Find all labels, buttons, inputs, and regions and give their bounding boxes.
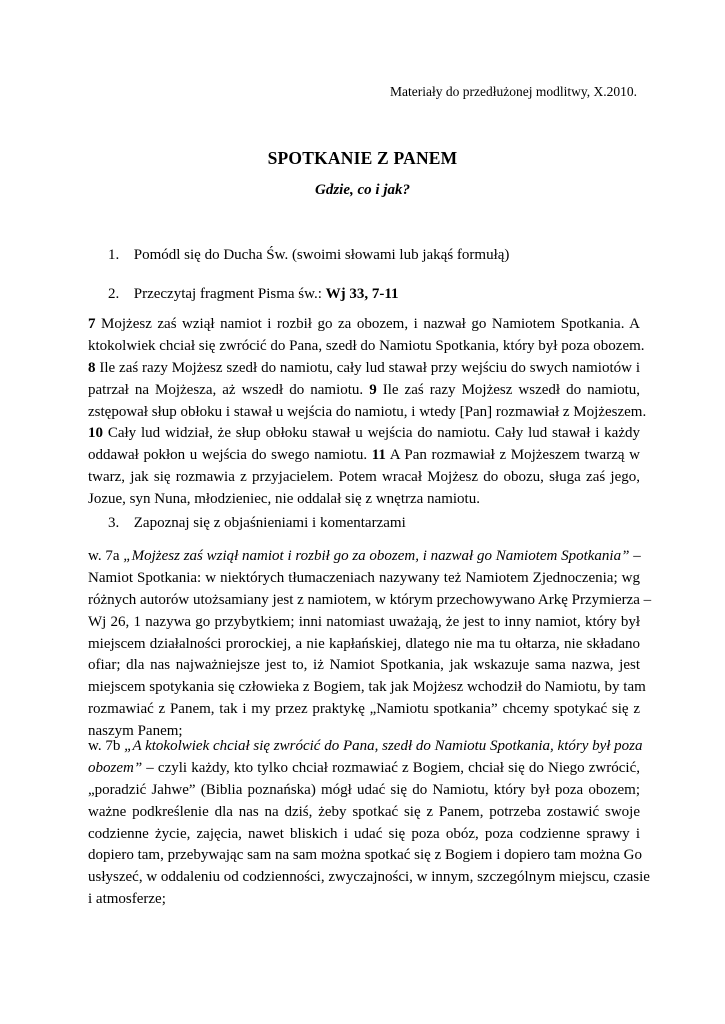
- verse-quote: „A ktokolwiek chciał się zwrócić do Pana, szedł do Namiotu Spotkania, który był poza: [124, 738, 643, 754]
- page-title: SPOTKANIE Z PANEM: [267, 148, 458, 168]
- verse-number: 10: [88, 425, 103, 442]
- passage-line: 8 Ile zaś razy Mojżesz szedł do namiotu, cały lud stawał przy wejściu do swych namiotów i: [88, 359, 640, 376]
- commentary-line: i atmosferze;: [88, 891, 166, 908]
- commentary-line: Wj 26, 1 nazywa go przybytkiem; inni natomiast uważają, że jest to inny namiot, który był: [88, 613, 640, 630]
- verse-quote: „Mojżesz zaś wziął namiot i rozbił go za obozem, i nazwał go Namiotem Spotkania”: [123, 548, 630, 564]
- passage-line: ktokolwiek chciał się zwrócić do Pana, szedł do Namiotu Spotkania, który był poza obozem.: [88, 337, 645, 354]
- step-2: [108, 286, 399, 303]
- passage-line: 10 Cały lud widział, że słup obłoku stawał u wejścia do namiotu. Cały lud stawał i każdy: [88, 425, 640, 442]
- verse-quote: obozem”: [88, 759, 143, 776]
- commentary-line: naszym Panem;: [88, 723, 183, 740]
- commentary-line: usłyszeć, w oddaleniu od codzienności, zwyczajności, w innym, szczególnym miejscu, czasie: [88, 869, 650, 886]
- commentary-line: Namiot Spotkania: w niektórych tłumaczeniach nazywany też Namiotem Zjednoczenia; wg: [88, 569, 640, 586]
- passage-line: twarz, jak się rozmawia z przyjacielem. Potem wracał Mojżesz do obozu, sługa zaś jego,: [88, 469, 640, 486]
- commentary-line: ważne podkreślenie dla nas na dziś, żeby spotkać się z Panem, potrzeba zostawić swoje: [88, 803, 640, 820]
- commentary-line: „poradzić Jahwe” (Biblia poznańska) mógł udać się do Namiotu, który był poza obozem;: [88, 781, 640, 798]
- commentary-line: dopiero tam, przebywając sam na sam można spotkać się z Bogiem i dopiero tam można Go: [88, 847, 642, 864]
- page-subtitle: Gdzie, co i jak?: [315, 182, 410, 198]
- passage-line: zstępował słup obłoku i stawał u wejścia do namiotu, i wtedy [Pan] rozmawiał z Mojżeszem.: [88, 403, 647, 420]
- step-number: 1.: [108, 247, 120, 263]
- commentary-line: w. 7a „Mojżesz zaś wziął namiot i rozbił go za obozem, i nazwał go Namiotem Spotkania” –: [88, 548, 641, 564]
- passage-line: oddawał pokłon u wejścia do swego namiotu. 11 A Pan rozmawiał z Mojżeszem twarzą w: [88, 447, 640, 464]
- step-text: Zapoznaj się z objaśnieniami i komentarzami: [133, 515, 406, 531]
- header-note: Materiały do przedłużonej modlitwy, X.2010.: [390, 84, 637, 99]
- commentary-line: rozmawiać z Panem, tak i my przez praktykę „Namiotu spotkania” chcemy spotykać się z: [88, 701, 640, 718]
- step-1: [108, 247, 509, 264]
- commentary-7a: [88, 546, 652, 743]
- scripture-passage: [88, 314, 647, 511]
- step-number: 2.: [108, 286, 120, 302]
- verse-number: 11: [371, 447, 386, 464]
- scripture-reference: Wj 33, 7-11: [325, 286, 399, 302]
- commentary-line: ofiar; dla nas najważniejsze jest to, iż Namiot Spotkania, jak wskazuje sama nazwa, jest: [88, 657, 640, 674]
- passage-line: Jozue, syn Nuna, młodzieniec, nie oddalał się z wnętrza namiotu.: [88, 491, 480, 508]
- passage-line: patrzał na Mojżesza, aż wszedł do namiotu. 9 Ile zaś razy Mojżesz wszedł do namiotu,: [88, 381, 640, 398]
- step-number: 3.: [108, 515, 120, 531]
- step-text: Pomódl się do Ducha Św. (swoimi słowami lub jakąś formułą): [133, 247, 510, 263]
- commentary-line: miejscem spotykania się człowieka z Bogiem, tak jak Mojżesz wchodził do Namiotu, by tam: [88, 679, 646, 696]
- verse-number: 9: [369, 381, 377, 398]
- step-text: Przeczytaj fragment Pisma św.:: [133, 286, 326, 302]
- commentary-7b: [88, 736, 650, 911]
- commentary-line: codzienne życie, zajęcia, nawet bliskich i udać się poza obóz, poza codzienne sprawy i: [88, 825, 640, 842]
- verse-number: 7: [88, 316, 96, 332]
- commentary-line: różnych autorów utożsamiany jest z namiotem, w którym przechowywano Arkę Przymierza –: [88, 591, 652, 608]
- commentary-line: miejscem działalności prorockiej, a nie kapłańskiej, dlatego nie ma tu ołtarza, nie składano: [88, 635, 640, 652]
- commentary-line: obozem” – czyli każdy, kto tylko chciał rozmawiać z Bogiem, chciał się do Niego zwrócić,: [88, 759, 640, 776]
- verse-number: 8: [88, 359, 96, 376]
- step-3: [108, 515, 406, 532]
- commentary-line: w. 7b „A ktokolwiek chciał się zwrócić do Pana, szedł do Namiotu Spotkania, który był poza: [88, 738, 643, 754]
- passage-line: 7 Mojżesz zaś wziął namiot i rozbił go za obozem, i nazwał go Namiotem Spotkania. A: [88, 316, 640, 332]
